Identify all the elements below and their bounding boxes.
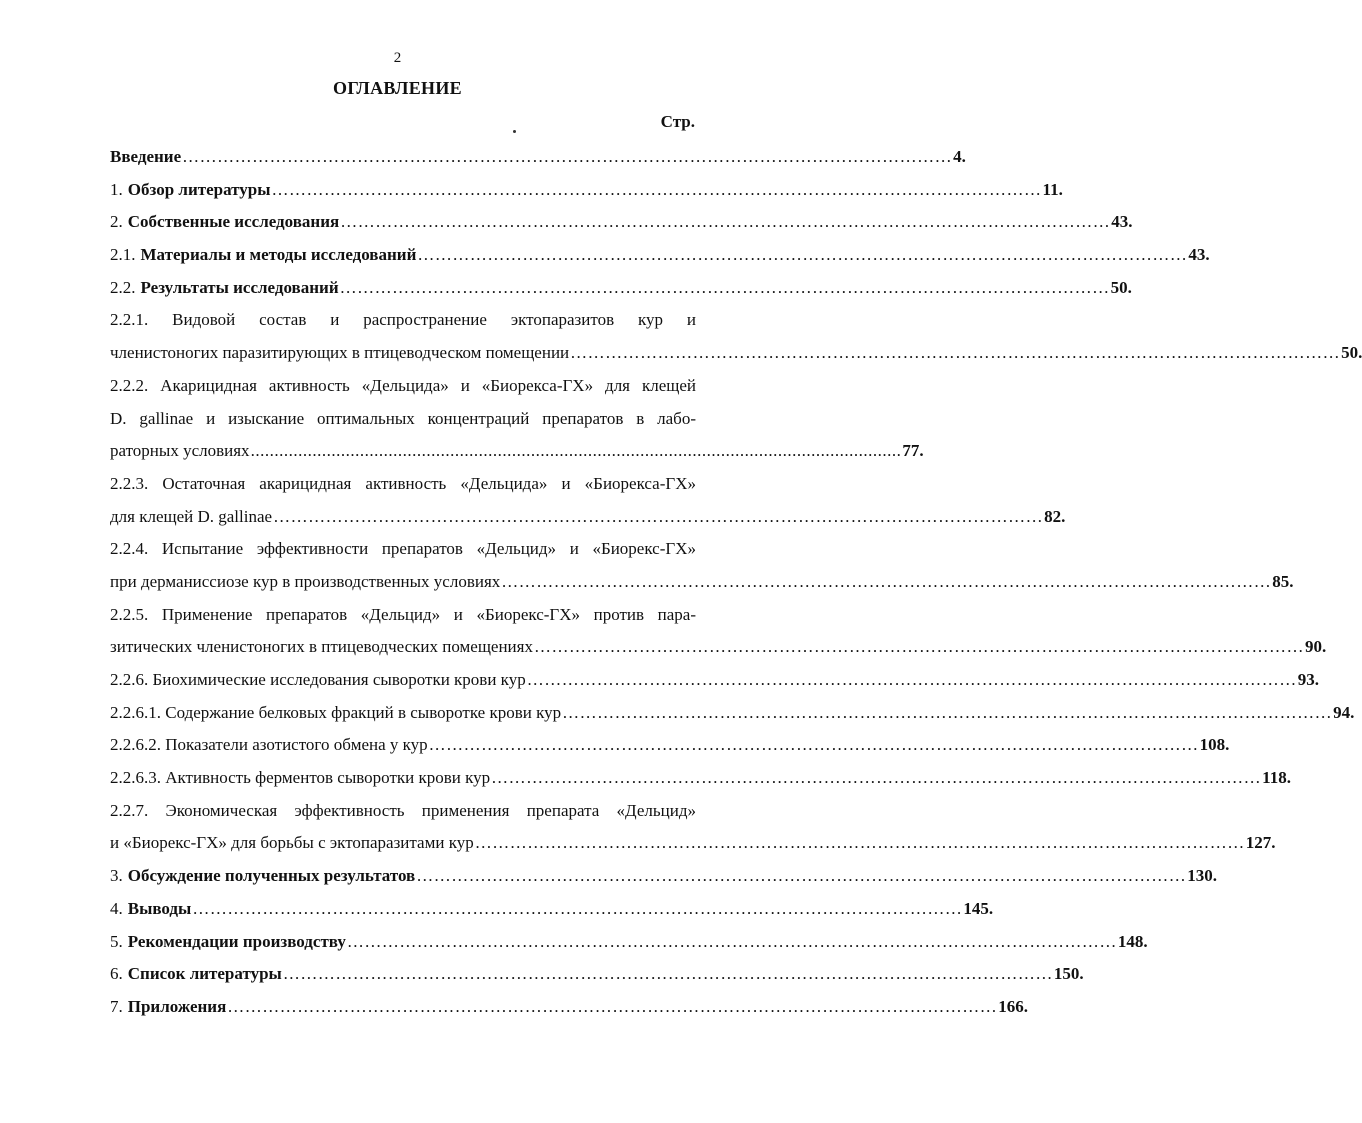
toc-entry-2-2-2-line2[interactable]: D. gallinae и изыскание оптимальных концентраций препаратов в лабо-: [110, 408, 696, 428]
toc-label: Введение: [110, 147, 182, 166]
toc-page: 4.: [953, 147, 966, 166]
leader-dots: ……………………………………………………………………………………………………………………: [273, 506, 1044, 526]
toc-entry-2-2-2[interactable]: [110, 435, 924, 468]
toc-entry-2-2-5-line1[interactable]: 2.2.5. Применение препаратов «Дельцид» и «Биорекс-ГХ» против пара-: [110, 604, 696, 624]
leader-dots: ……………………………………………………………………………………………………………………: [417, 245, 1188, 265]
toc-number: 2.2.: [110, 277, 136, 297]
leader-dots: ……………………………………………………………………………………………………………………: [227, 996, 998, 1016]
toc-entry-2-1[interactable]: [110, 239, 1210, 272]
toc-label: Обсуждение полученных результатов: [127, 866, 416, 886]
toc-page: 43.: [1111, 212, 1133, 232]
leader-dots: ……………………………………………………………………………………………………………………: [533, 637, 1304, 657]
toc-page: 85.: [1272, 571, 1294, 591]
page-column-header: Стр.: [660, 112, 695, 131]
leader-dots: ……………………………………………………………………………………………………………………: [282, 964, 1053, 984]
table-of-contents: [110, 141, 1362, 1024]
toc-entry-2-2-5[interactable]: [110, 631, 1327, 664]
toc-label: 2.2.6. Биохимические исследования сыворотки крови кур: [110, 670, 526, 689]
toc-entry-2-2-7[interactable]: [110, 827, 1276, 860]
toc-entry-4[interactable]: [110, 893, 994, 926]
leader-dots: ……………………………………………………………………………………………………………………: [192, 898, 963, 918]
toc-page: 118.: [1262, 768, 1291, 788]
toc-number: 6.: [110, 964, 123, 984]
toc-label: Список литературы: [127, 964, 282, 984]
toc-entry-2-2-2-line1[interactable]: 2.2.2. Акарицидная активность «Дельцида» и «Биорекса-ГХ» для клещей: [110, 375, 696, 395]
leader-dots: ……………………………………………………………………………………………………………………: [182, 147, 953, 166]
toc-entry-2-2-3[interactable]: [110, 501, 1066, 534]
leader-dots: ……………………………………………………………………………………………………………………: [428, 735, 1199, 755]
leader-dots: ……………………………………………………………………………………………………………………: [346, 931, 1117, 951]
toc-entry-2-2-6-2[interactable]: [110, 729, 1230, 762]
toc-label: Приложения: [127, 996, 227, 1016]
toc-number: 7.: [110, 996, 123, 1016]
toc-page: 77.: [902, 441, 924, 461]
toc-page: 43.: [1188, 245, 1210, 265]
toc-entry-2-2-1[interactable]: [110, 337, 1362, 370]
leader-dots: ……………………………………………………………………………………………………………………: [526, 670, 1297, 689]
toc-page: 166.: [998, 996, 1029, 1016]
toc-label: Собственные исследования: [127, 212, 340, 232]
toc-label: членистоногих паразитирующих в птицеводческом помещении: [110, 343, 570, 363]
toc-page: 130.: [1187, 866, 1217, 886]
leader-dots: ……………………………………………………………………………………………………………………: [491, 768, 1262, 788]
leader-dots: ……………………………………………………………………………………………………………………: [562, 702, 1333, 722]
toc-entry-2-2[interactable]: [110, 272, 1132, 305]
toc-page: 93.: [1297, 670, 1319, 689]
toc-label: 2.2.6.2. Показатели азотистого обмена у кур: [110, 735, 428, 755]
toc-label: раторных условиях: [110, 441, 250, 461]
toc-page: 127.: [1245, 833, 1276, 853]
toc-entry-2-2-7-line1[interactable]: 2.2.7. Экономическая эффективность применения препарата «Дельцид»: [110, 800, 696, 820]
toc-label: при дерманиссиозе кур в производственных условиях: [110, 571, 501, 591]
toc-entry-introduction[interactable]: [110, 141, 966, 174]
toc-label: Рекомендации производству: [127, 931, 346, 951]
toc-label: 2.2.6.1. Содержание белковых фракций в сыворотке крови кур: [110, 702, 562, 722]
toc-page: 50.: [1341, 343, 1362, 363]
toc-entry-2[interactable]: [110, 206, 1133, 239]
toc-entry-3[interactable]: [110, 860, 1217, 893]
toc-entry-5[interactable]: [110, 926, 1148, 959]
toc-entry-2-2-6-1[interactable]: [110, 697, 1355, 730]
toc-label: зитических членистоногих в птицеводческих помещениях: [110, 637, 533, 657]
leader-dots: ……………………………………………………………………………………………………………………: [474, 833, 1245, 853]
toc-entry-2-2-4[interactable]: [110, 566, 1294, 599]
leader-dots: ……………………………………………………………………………………………………………………: [570, 343, 1341, 363]
toc-page: 50.: [1110, 277, 1132, 297]
leader-dots: ……………………………………………………………………………………………………………………: [340, 212, 1111, 232]
toc-label: Выводы: [127, 898, 192, 918]
toc-entry-2-2-6[interactable]: [110, 664, 1319, 697]
toc-entry-6[interactable]: [110, 958, 1084, 991]
toc-number: 2.1.: [110, 245, 136, 265]
toc-page: 148.: [1117, 931, 1148, 951]
toc-page: 108.: [1199, 735, 1230, 755]
toc-number: 2.: [110, 212, 123, 232]
page-number: 2: [393, 50, 402, 66]
leader-dots: ……………………………………………………………………………………………………………………: [416, 866, 1187, 886]
toc-entry-2-2-4-line1[interactable]: 2.2.4. Испытание эффективности препаратов «Дельцид» и «Биорекс-ГХ»: [110, 539, 696, 559]
toc-label: 2.2.6.3. Активность ферментов сыворотки крови кур: [110, 768, 491, 788]
toc-number: 4.: [110, 898, 123, 918]
toc-page: 82.: [1044, 506, 1066, 526]
toc-page: 145.: [963, 898, 994, 918]
toc-number: 5.: [110, 931, 123, 951]
toc-entry-7[interactable]: [110, 991, 1029, 1024]
toc-label: для клещей D. gallinae: [110, 506, 273, 526]
leader-dots: .........................................................................................................................................: [250, 441, 902, 461]
toc-label: Материалы и методы исследований: [140, 245, 417, 265]
toc-label: Результаты исследований: [140, 277, 339, 297]
toc-number: 3.: [110, 866, 123, 886]
leader-dots: ……………………………………………………………………………………………………………………: [339, 277, 1110, 297]
leader-dots: ……………………………………………………………………………………………………………………: [271, 179, 1042, 199]
toc-entry-2-2-1-line1[interactable]: 2.2.1. Видовой состав и распространение эктопаразитов кур и: [110, 310, 696, 330]
toc-number: 1.: [110, 179, 123, 199]
page-title: ОГЛАВЛЕНИЕ: [333, 78, 462, 98]
toc-label: Обзор литературы: [127, 179, 271, 199]
toc-page: 150.: [1053, 964, 1084, 984]
toc-label: и «Биорекс-ГХ» для борьбы с эктопаразитами кур: [110, 833, 474, 853]
leader-dots: ……………………………………………………………………………………………………………………: [501, 571, 1272, 591]
toc-page: 94.: [1333, 702, 1355, 722]
toc-entry-1[interactable]: [110, 174, 1063, 207]
scan-dot-artifact: [513, 130, 516, 133]
toc-entry-2-2-3-line1[interactable]: 2.2.3. Остаточная акарицидная активность «Дельцида» и «Биорекса-ГХ»: [110, 473, 696, 493]
toc-page: 11.: [1042, 179, 1063, 199]
toc-entry-2-2-6-3[interactable]: [110, 762, 1291, 795]
toc-page: 90.: [1304, 637, 1327, 657]
